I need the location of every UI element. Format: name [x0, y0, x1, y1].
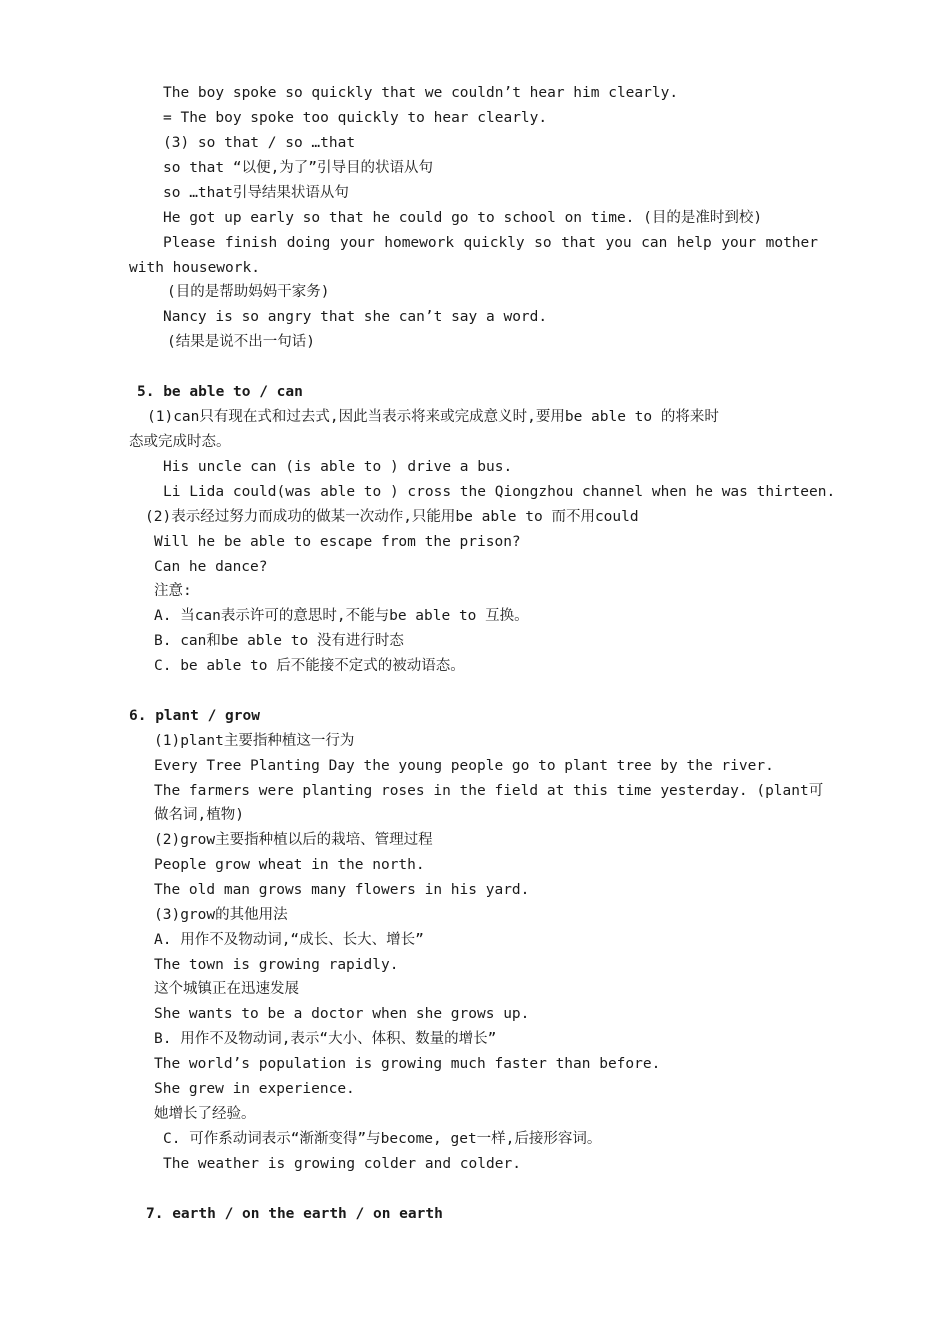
example-sentence: The town is growing rapidly.: [154, 957, 399, 973]
note-item: C. 可作系动词表示“渐渐变得”与become, get一样,后接形容词。: [163, 1131, 602, 1147]
section-heading-5: 5. be able to / can: [137, 384, 303, 400]
explanation-line: (目的是帮助妈妈干家务): [167, 284, 330, 300]
subsection-heading: (3)grow的其他用法: [154, 907, 288, 923]
example-sentence: The farmers were planting roses in the field at this time yesterday. (plant可: [154, 783, 824, 799]
example-sentence: He got up early so that he could go to school on time. (目的是准时到校): [163, 210, 763, 226]
explanation-line: 态或完成时态。: [129, 434, 231, 450]
subsection-heading: (1)plant主要指种植这一行为: [154, 733, 355, 749]
explanation-line: 做名词,植物): [154, 807, 244, 823]
example-sentence: Please finish doing your homework quickly so that you can help your mother: [163, 235, 818, 251]
explanation-line: (结果是说不出一句话): [167, 334, 315, 350]
example-sentence: with housework.: [129, 260, 260, 276]
explanation-line: 这个城镇正在迅速发展: [154, 981, 299, 997]
example-sentence: People grow wheat in the north.: [154, 857, 425, 873]
note-item: A. 用作不及物动词,“成长、长大、增长”: [154, 932, 424, 948]
explanation-line: (1)can只有现在式和过去式,因此当表示将来或完成意义时,要用be able to 的将来时: [147, 409, 719, 425]
example-sentence: The weather is growing colder and colder.: [163, 1156, 521, 1172]
section-heading-7: 7. earth / on the earth / on earth: [146, 1206, 443, 1222]
explanation-line: so …that引导结果状语从句: [163, 185, 349, 201]
subsection-heading: (2)grow主要指种植以后的栽培、管理过程: [154, 832, 433, 848]
subsection-heading: (3) so that / so …that: [163, 135, 356, 151]
note-label: 注意:: [154, 583, 192, 599]
example-sentence: The boy spoke so quickly that we couldn’t hear him clearly.: [163, 85, 679, 101]
note-item: A. 当can表示许可的意思时,不能与be able to 互换。: [154, 608, 529, 624]
example-sentence: Will he be able to escape from the prison?: [154, 534, 521, 550]
example-sentence: Li Lida could(was able to ) cross the Qiongzhou channel when he was thirteen.: [163, 484, 836, 500]
explanation-line: (2)表示经过努力而成功的做某一次动作,只能用be able to 而不用could: [145, 509, 639, 525]
example-sentence: The old man grows many flowers in his yard.: [154, 882, 530, 898]
example-sentence: She grew in experience.: [154, 1081, 355, 1097]
explanation-line: 她增长了经验。: [154, 1106, 256, 1122]
explanation-line: so that “以便,为了”引导目的状语从句: [163, 160, 434, 176]
example-sentence: = The boy spoke too quickly to hear clearly.: [163, 110, 548, 126]
note-item: C. be able to 后不能接不定式的被动语态。: [154, 658, 465, 674]
example-sentence: His uncle can (is able to ) drive a bus.: [163, 459, 513, 475]
note-item: B. 用作不及物动词,表示“大小、体积、数量的增长”: [154, 1031, 497, 1047]
example-sentence: The world’s population is growing much faster than before.: [154, 1056, 661, 1072]
example-sentence: Can he dance?: [154, 559, 268, 575]
example-sentence: Nancy is so angry that she can’t say a word.: [163, 309, 548, 325]
note-item: B. can和be able to 没有进行时态: [154, 633, 404, 649]
section-heading-6: 6. plant / grow: [129, 708, 260, 724]
example-sentence: Every Tree Planting Day the young people go to plant tree by the river.: [154, 758, 774, 774]
example-sentence: She wants to be a doctor when she grows up.: [154, 1006, 530, 1022]
